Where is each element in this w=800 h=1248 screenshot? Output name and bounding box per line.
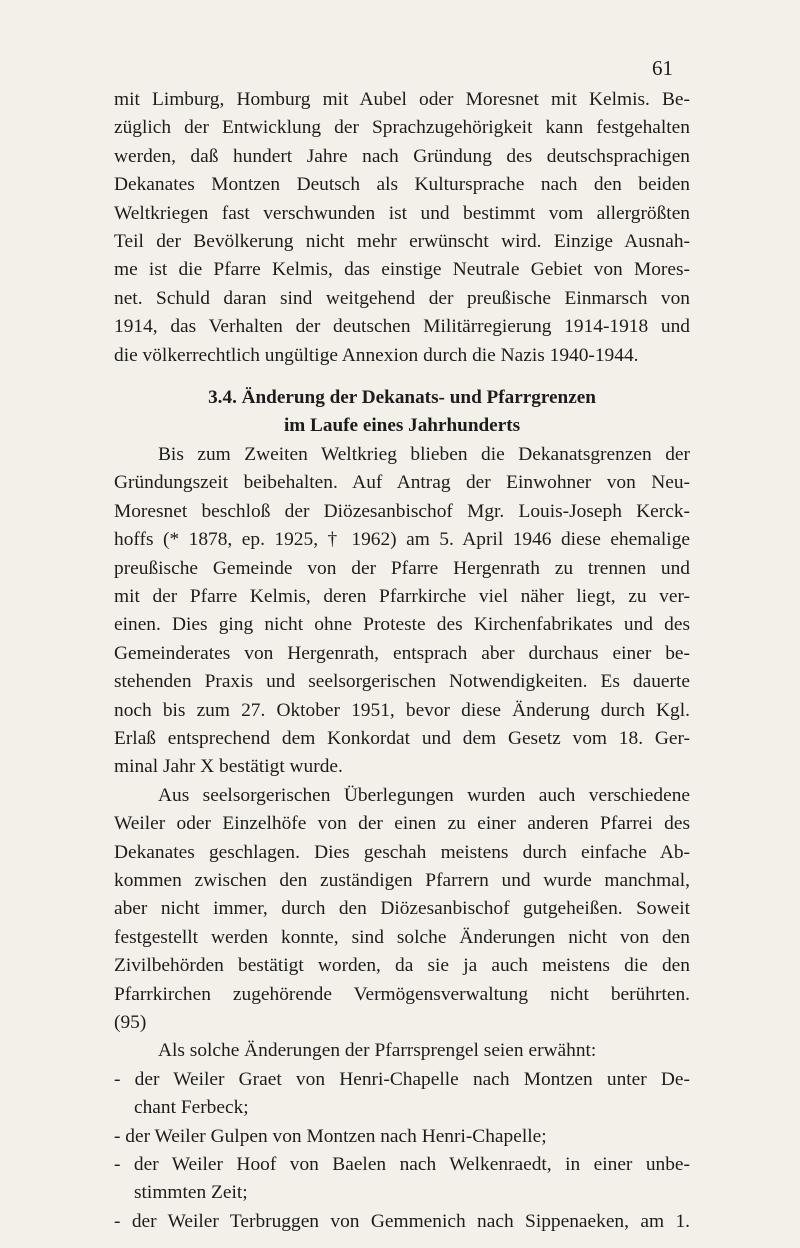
list-item: [114, 1151, 690, 1208]
footnote-reference: (95): [114, 1012, 147, 1033]
list-item-continuation: stimmten Zeit;: [134, 1182, 248, 1204]
list-item: [114, 1208, 690, 1236]
section-heading: [114, 384, 690, 441]
text-line: Moresnet beschloß der Diözesanbischof Mgr. Louis-Joseph Kerck-: [114, 500, 690, 522]
list-item-line: - der Weiler Gulpen von Montzen nach Henri-Chapelle;: [114, 1125, 547, 1147]
text-line: Bis zum Zweiten Weltkrieg blieben die Dekanatsgrenzen der: [158, 443, 690, 465]
text-line: Zivilbehörden bestätigt worden, da sie ja auch meistens die den: [114, 955, 690, 977]
intro-paragraph: [114, 86, 690, 370]
text-line: Gründungszeit beibehalten. Auf Antrag der Einwohner von Neu-: [114, 472, 690, 494]
text-line: net. Schuld daran sind weitgehend der preußische Einmarsch von: [114, 287, 690, 309]
text-line: Dekanates Montzen Deutsch als Kultursprache nach den beiden: [114, 174, 690, 196]
text-line: kommen zwischen den zuständigen Pfarrern und wurde manchmal,: [114, 869, 690, 891]
text-line: Weltkriegen fast verschwunden ist und bestimmt vom allergrößten: [114, 202, 690, 224]
text-line: stehenden Praxis und seelsorgerischen Notwendigkeiten. Es dauerte: [114, 671, 690, 693]
text-line: mit der Pfarre Kelmis, deren Pfarrkirche viel näher liegt, zu ver-: [114, 585, 690, 607]
text-line: Erlaß entsprechend dem Konkordat und dem Gesetz vom 18. Ger-: [114, 727, 690, 749]
list-item-line: - der Weiler Graet von Henri-Chapelle nach Montzen unter De-: [114, 1068, 690, 1090]
text-line: minal Jahr X bestätigt wurde.: [114, 756, 343, 778]
text-line: 1914, das Verhalten der deutschen Militärregierung 1914-1918 und: [114, 316, 690, 338]
text-line: preußische Gemeinde von der Pfarre Hergenrath zu trennen und: [114, 557, 690, 579]
list-item: [114, 1123, 690, 1151]
paragraph-3: [114, 1037, 690, 1065]
body-text: [114, 86, 690, 1236]
text-line: noch bis zum 27. Oktober 1951, bevor diese Änderung durch Kgl.: [114, 699, 690, 721]
text-line: mit Limburg, Homburg mit Aubel oder Moresnet mit Kelmis. Be-: [114, 89, 690, 110]
heading-line-1: 3.4. Änderung der Dekanats- und Pfarrgrenzen: [208, 387, 596, 409]
paragraph-2: [114, 782, 690, 1038]
text-line: Aus seelsorgerischen Überlegungen wurden auch verschiedene: [158, 784, 690, 806]
text-line: die völkerrechtlich ungültige Annexion durch die Nazis 1940-1944.: [114, 344, 639, 366]
text-line: festgestellt werden konnte, sind solche Änderungen nicht von den: [114, 926, 690, 948]
text-line: Teil der Bevölkerung nicht mehr erwünscht wird. Einzige Ausnah-: [114, 231, 690, 253]
list-item: [114, 1066, 690, 1123]
text-line: me ist die Pfarre Kelmis, das einstige Neutrale Gebiet von Mores-: [114, 259, 690, 281]
text-line: werden, daß hundert Jahre nach Gründung des deutschsprachigen: [114, 145, 690, 167]
text-line: Als solche Änderungen der Pfarrsprengel seien erwähnt:: [158, 1040, 597, 1062]
text-line: aber nicht immer, durch den Diözesanbischof gutgeheißen. Soweit: [114, 898, 690, 920]
text-line: Weiler oder Einzelhöfe von der einen zu einer anderen Pfarrei des: [114, 813, 690, 835]
text-line: hoffs (* 1878, ep. 1925, † 1962) am 5. April 1946 diese ehemalige: [114, 529, 690, 551]
page-number: 61: [652, 56, 673, 80]
text-line: einen. Dies ging nicht ohne Proteste des Kirchenfabrikates und des: [114, 614, 690, 636]
paragraph-1: [114, 441, 690, 782]
list-item-line: - der Weiler Hoof von Baelen nach Welkenraedt, in einer unbe-: [114, 1154, 690, 1176]
text-line: Dekanates geschlagen. Dies geschah meistens durch einfache Ab-: [114, 841, 690, 863]
heading-line-2: im Laufe eines Jahrhunderts: [283, 415, 521, 437]
change-list: [114, 1066, 690, 1236]
list-item-continuation: chant Ferbeck;: [134, 1097, 249, 1119]
list-item-line: - der Weiler Terbruggen von Gemmenich nach Sippenaeken, am 1.: [114, 1210, 690, 1232]
text-line: Pfarrkirchen zugehörende Vermögensverwaltung nicht berührten.: [114, 983, 690, 1005]
text-line: züglich der Entwicklung der Sprachzugehörigkeit kann festgehalten: [114, 117, 690, 139]
text-line: Gemeinderates von Hergenrath, entsprach aber durchaus einer be-: [114, 642, 690, 664]
